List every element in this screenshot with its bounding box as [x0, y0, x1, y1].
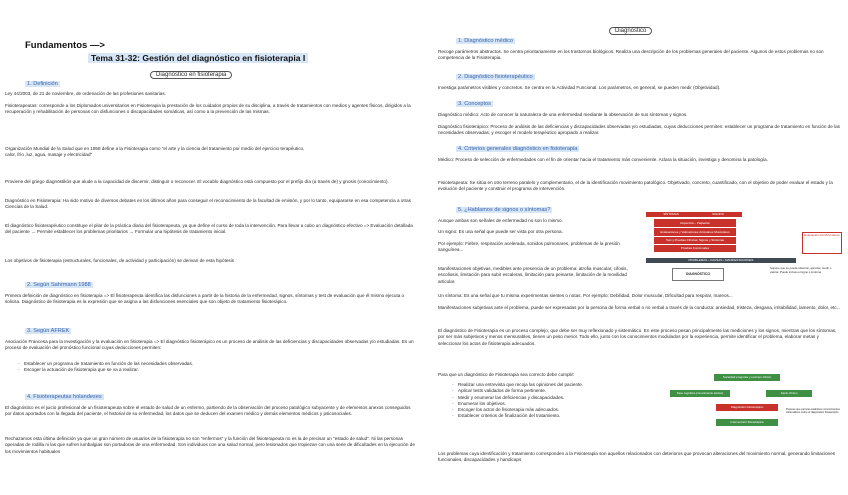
- afrek-item: - Establecer un programa de tratamiento en función de las necesidades observadas.: [24, 361, 404, 367]
- fig1-label-sintomas: SÍNTOMAS: [663, 212, 679, 216]
- fig2-top: Sociedad pregunta y examen clínico: [714, 374, 780, 381]
- criteria-item: - Enumerar los objetivos.: [458, 401, 668, 407]
- fundamentos-label: Fundamentos —>: [25, 40, 105, 51]
- paragraph-afrek: Asociación Francesa para la Investigación y la evaluación en fisioterapia => El diagnóstico fisioterápico es un proceso de análisis de las deficiencias y discapacidades observadas y/o estudiadas. Es un proceso de evaluación del pronóstico funcional cuyas deducciones permiten:: [5, 339, 414, 351]
- paragraph-signo: Un signo: Es una señal que puede ser vista por otra persona.: [438, 229, 563, 234]
- criteria-item: - Aplicar tests validados de forma pertinente.: [458, 388, 668, 394]
- fig1-note: Supone que se pueda observar, apreciar, medir o valorar. Puede incluso el signo o síntoma: [770, 266, 832, 274]
- paragraph-problemas: Los problemas cuya identificación y tratamiento corresponden a la Fisioterapia son aquellos relacionados con deterioros que provocan alteraciones del movimiento normal, generando limitaciones funcionales, discapacidades y handicaps: [438, 451, 836, 463]
- page-title: Tema 31-32: Gestión del diagnóstico en fisioterapia I: [88, 53, 308, 63]
- section-box-label: Diagnóstico: [609, 27, 652, 35]
- heading-signos-sintomas: 5. ¿Hablamos de signos o síntomas?: [458, 207, 551, 213]
- right-page: [424, 0, 848, 495]
- criteria-item: - Medir y enumerar las deficiencias y discapacidades.: [458, 395, 668, 401]
- paragraph-concepto-fisio: Diagnóstico fisioterápico: Proceso de análisis de las deficiencias y discapacidades observadas y/o estudiadas, cuyas deducciones permiten: establecer un programa de tratamiento en función de las necesidades observadas, y escoger el modelo terapéutico apropiado a realizar.: [438, 124, 840, 136]
- paragraph-concepto-medico: Diagnóstico médico: Acto de conocer la naturaleza de una enfermedad mediante la observación de sus síntomas y signos.: [438, 112, 688, 117]
- paragraph-oms: Organización Mundial de la Salud que en 1958 define a la Fisioterapia como "el arte y la ciencia del tratamiento por medio del ejercicio terapéutico, calor, frío ,luz, agua, masaje y electricidad": [5, 146, 305, 158]
- fig2-note: Proceso que permite establecer conocimientos sistemáticos sobre el diagnóstico fisioterápico: [786, 408, 840, 415]
- fig1-bottom-bar: PROBLEMAS • CAUSAS • MANIFESTACIONES: [646, 258, 796, 263]
- paragraph-sintoma: Un síntoma: Es una señal que tu misma experimentas sientes o notas. Por ejemplo: Debilidad, Dolor muscular, Dificultad para respirar, mareos...: [438, 293, 733, 298]
- fig1-side-box: Evaluación del Movimiento: [802, 232, 842, 254]
- paragraph-signo-ejemplo: Por ejemplo: Fiebre, respiración acelerada, sonidos pulmonares, problemas de la presión sanguínea...: [438, 241, 620, 253]
- paragraph-holandeses: El diagnóstico es el juicio profesional de un fisioterapeuta sobre el estado de salud de un enfermo, partiendo de la observación del proceso patológico subyacente y de elementos anexos conseguidos por datos aportados con la llegada del paciente, el historial de su enfermedad, los datos que se deducen del examen médico y demás elementos médicos y psicosociales.: [5, 405, 411, 417]
- heading-diagnostico-fisio: 2. Diagnóstico fisioterapéutico: [458, 74, 533, 80]
- heading-sahrmann: 2. Según Sahrmann 1988: [27, 282, 91, 288]
- paragraph-law: Ley 44/2003, de 21 de noviembre, de ordenación de las profesiones sanitarias.: [5, 91, 166, 96]
- heading-criterios: 4. Criterios generales diagnóstico en fisioterapia: [458, 146, 578, 152]
- paragraph-correcto: Para que un diagnóstico de Fisioterapia sea correcto debe cumplir:: [438, 372, 575, 377]
- paragraph-etimologia: Proviene del griego diagnōstikós que alude a la capacidad de discernir, distinguir o reconocer. El vocablo diagnóstico está compuesto por el prefijo día (a través de) y gnosis (conocimiento).: [5, 179, 389, 184]
- figure-proceso-diagnostico: [670, 374, 842, 446]
- criteria-list: [448, 382, 668, 420]
- fig1-label-signos: SIGNOS: [712, 212, 724, 216]
- afrek-item: - Escoger la actuación de fisioterapia que se va a realizar.: [24, 367, 404, 373]
- fig2-middle: Diagnóstico fisioterápico: [716, 404, 778, 411]
- paragraph-pilar: El diagnóstico fisioterapéutico constituye el pilar de la práctica diaria del fisioterapeuta, ya que define el curso de toda la intervención. Para llevar a cabo un diagnóstico efectivo => Evaluación detallada del paciente → Permite establecer los problemas prioritarios → Formular una hipótesis de tratamiento inicial.: [5, 223, 413, 235]
- fig2-bottom: Intervención fisioterápica: [716, 419, 778, 426]
- heading-afrek: 3. Según AFREK: [27, 328, 70, 334]
- paragraph-criterio-fisio: Fisioterapeuta: Se sitúa en otro terreno paralelo y complementario, el de la identificación movimiento patológico. Objetivado, concreto, cuantificado, con el objetivo de poder evaluar el estado y la evolución del paciente y construir el programa de intervención.: [438, 180, 833, 192]
- criteria-item: - Escoger los actos de fisioterapia más adecuados.: [458, 407, 668, 413]
- heading-conceptos: 3. Conceptos: [458, 101, 491, 107]
- criteria-item: - Establecer criterios de finalización del tratamiento.: [458, 413, 668, 419]
- section-box-label: Diagnóstico en fisioterapia: [150, 71, 232, 79]
- paragraph-manifestaciones-subjetivas: Manifestaciones subjetivas ante el problema, puede ser expresadas por la persona de forma verbal o no verbal a través de la conducta: ansiedad, tristeza, desgana, irritabilidad, lamento, dolor, etc...: [438, 305, 841, 310]
- paragraph-objetivos: Los objetivos de fisioterapia (estructurales, funcionales, de actividad y participación) se derivan de esta hipótesis: [5, 258, 235, 263]
- fig2-left: Fase cognitiva (conocimiento teórico): [670, 390, 730, 397]
- paragraph-diagnostico-fisio: Investiga parámetros visibles y concretos. Se centra en la Actividad Funcional. Los parámetros, en general, se pueden medir (Objetividad).: [438, 85, 721, 90]
- fig1-row: Evaluaciones y Valoraciones Articulares Musculares: [654, 228, 736, 236]
- paragraph-ambas: Aunque ambas son señales de enfermedad no son lo mismo.: [438, 218, 563, 223]
- paragraph-rechazamos: Rechazamos esta última definición ya que un gran número de usuarios de la fisioterapia no son "enfermos" y la función del fisioterapeuta no es la de precisar un "estado de salud". Ni las personas operadas de rodilla ni las que sufren lumbalgias son portadoras de una enfermedad. Son individuos con una salud normal, pero lesionados que tropiezan con una serie de dificultades en la ejecución de los movimientos habituales: [5, 436, 415, 454]
- heading-holandeses: 4. Fisioterapeutas holandeses: [27, 394, 102, 400]
- criteria-item: - Realizar una entrevista que recoja las opiniones del paciente.: [458, 382, 668, 388]
- afrek-list: [14, 361, 404, 374]
- paragraph-proceso-complejo: El diagnóstico de Fisioterapia es un proceso complejo, que debe ser muy reflexionado y sistemático. En este proceso pesan principalmente las mediciones y los signos, mientras que los síntomas, por ser más subjetivos y menos mensurables, tienen un peso menor. Todo ello, junto con los conocimientos modulados por la experiencia, permite identificar el problema, elaborar metas y seleccionar los actos de fisioterapia adecuados.: [438, 328, 837, 346]
- paragraph-diagnostico-medico: Recoge parámetros abstractos. Se centra prioritariamente en los trastornos biológicos. Realiza una descripción de los problemas generales del paciente. Algunos de estos problemas no son competencia de la Fisioterapia.: [438, 49, 824, 61]
- fig1-row: Pruebas Funcionales: [654, 245, 736, 252]
- fig1-row: Test y Pruebas Clínicas: Signos y Síntomas: [654, 237, 736, 244]
- paragraph-manifestaciones-objetivas: Manifestaciones objetivas, medibles ante presencia de un problema: atrofia muscular, cifosis, escoliosis, limitación para subir escaleras, limitación para peinarse, limitación de la movilidad articular.: [438, 266, 628, 284]
- paragraph-sahrmann: Primera definición de diagnóstico en fisioterapia => El fisioterapeuta identifica las disfunciones a partir de la historia de la enfermedad, signos, síntomas y test de evaluación que él mismo ejecuta o solicita. Diagnóstico de fisioterapia es la expresión que se asigna a las disfunciones esenciales que son objeto de tratamiento fisioterápico.: [5, 293, 405, 305]
- paragraph-criterio-medico: Médico: Proceso de selección de enfermedades con el fin de orientar hacia el tratamiento más conveniente. Aclara la situación, investiga y denomina la patología.: [438, 157, 768, 162]
- paragraph-diagnostico-debate: Diagnóstico en Fisioterapia: Ha sido motivo de diversos debates en los últimos años para conseguir el reconocimiento de la facultad de emisión, y por lo tanto, equipararse en esa competencia a otras Ciencias de la Salud.: [5, 198, 412, 210]
- heading-definicion: 1. Definición: [27, 81, 58, 87]
- fig1-center: DIAGNÓSTICO: [672, 268, 724, 281]
- heading-diagnostico-medico: 1. Diagnóstico médico: [458, 38, 514, 44]
- paragraph-fisioterapeutas: Fisioterapeutas: corresponde a los Diplomados universitarios en Fisioterapia la prestación de los cuidados propios de su disciplina, a través de tratamientos con medios y agentes físicos, dirigidos a la recuperación y rehabilitación de personas con disfunciones o discapacidades somáticas, así como a la prevención de las mismas.: [5, 103, 411, 115]
- figure-signos-sintomas: [646, 212, 842, 292]
- fig2-right: Juicio clínico: [766, 390, 812, 397]
- fig1-row: Inspección - Palpación: [654, 219, 736, 227]
